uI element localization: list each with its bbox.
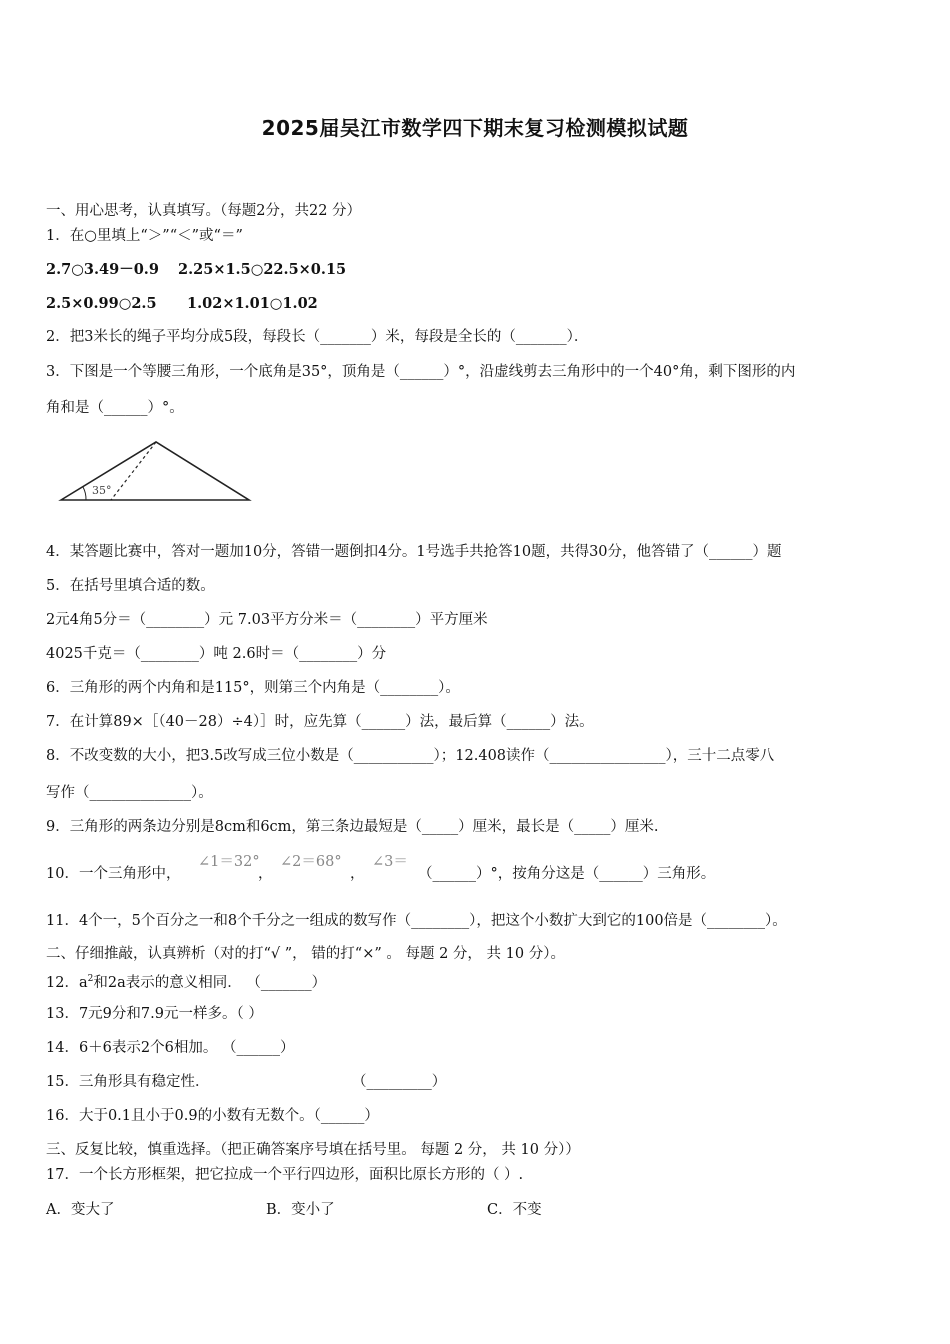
question-10-prefix: 10．一个三角形中，	[46, 866, 181, 882]
isosceles-triangle-figure	[56, 436, 256, 506]
q10-sep1: ，	[258, 866, 273, 882]
option-a: A．变大了	[46, 1202, 115, 1218]
question-5: 5．在括号里填合适的数。	[46, 578, 215, 594]
question-15-blank: （_________）	[352, 1074, 447, 1090]
option-b: B．变小了	[266, 1202, 335, 1218]
question-3-line1: 3．下图是一个等腰三角形，一个底角是35°，顶角是（______）°，沿虚线剪去三角形中的一个40°角，剩下图形的内	[46, 364, 796, 380]
option-c: C．不变	[487, 1202, 542, 1218]
section-1-header: 一、用心思考，认真填写。（每题2分，共22 分）	[46, 203, 362, 219]
question-11: 11．4个一，5个百分之一和8个千分之一组成的数写作（________），把这个小数扩大到它的100倍是（________）。	[46, 913, 787, 929]
question-8-line2: 写作（______________）。	[46, 785, 213, 801]
angle-3: ∠3＝	[372, 854, 408, 870]
question-8-line1: 8．不改变数的大小，把3.5改写成三位小数是（___________）；12.408读作（________________），三十二点零八	[46, 748, 775, 764]
question-15: 15．三角形具有稳定性．	[46, 1074, 210, 1090]
question-4: 4．某答题比赛中，答对一题加10分，答错一题倒扣4分。1号选手共抢答10题，共得30分，他答错了（______）题	[46, 544, 782, 560]
page-title: 2025届吴江市数学四下期末复习检测模拟试题	[261, 116, 689, 140]
q10-sep2: ，	[350, 866, 365, 882]
q5-line2: 4025千克＝（________）吨 2.6时＝（________）分	[46, 646, 387, 662]
q1-row2-b: 1.02×1.01○1.02	[187, 295, 318, 312]
question-14: 14．6＋6表示2个6相加。 （______）	[46, 1040, 295, 1056]
question-10-suffix: （______）°，按角分这是（______）三角形。	[418, 866, 716, 882]
question-17: 17．一个长方形框架，把它拉成一个平行四边形，面积比原长方形的（ ）.	[46, 1167, 524, 1183]
question-13: 13．7元9分和7.9元一样多。（ ）	[46, 1006, 263, 1022]
question-16: 16．大于0.1且小于0.9的小数有无数个。（______）	[46, 1108, 379, 1124]
angle-2: ∠2＝68°	[280, 854, 342, 870]
question-6: 6．三角形的两个内角和是115°，则第三个内角是（________）。	[46, 680, 460, 696]
section-2-header: 二、仔细推敲，认真辨析（对的打“√ ”， 错的打“×” 。 每题 2 分， 共 10 分）。	[46, 946, 565, 962]
question-1: 1．在○里填上“＞”“＜”或“＝”	[46, 228, 243, 244]
question-2: 2．把3米长的绳子平均分成5段，每段长（_______）米，每段是全长的（_______）．	[46, 329, 589, 345]
q1-row1-b: 2.25×1.5○22.5×0.15	[178, 261, 347, 278]
section-3-header: 三、反复比较，慎重选择。（把正确答案序号填在括号里。 每题 2 分， 共 10 分））	[46, 1142, 580, 1158]
angle-label: 35°	[92, 484, 112, 497]
question-7: 7．在计算89×［（40－28）÷4）］时，应先算（______）法，最后算（______）法。	[46, 714, 594, 730]
question-3-line2: 角和是（______）°。	[46, 400, 184, 416]
angle-1: ∠1＝32°	[198, 854, 260, 870]
q1-row2-a: 2.5×0.99○2.5	[46, 295, 157, 312]
q1-row1-a: 2.7○3.49－0.9	[46, 261, 159, 278]
question-9: 9．三角形的两条边分别是8cm和6cm，第三条边最短是（_____）厘米，最长是（_____）厘米.	[46, 819, 659, 835]
question-12: 12．$a^2$和2a表示的意义相同． （_______）	[46, 974, 327, 991]
q5-line1: 2元4角5分＝（________）元 7.03平方分米＝（________）平方厘米	[46, 612, 488, 628]
